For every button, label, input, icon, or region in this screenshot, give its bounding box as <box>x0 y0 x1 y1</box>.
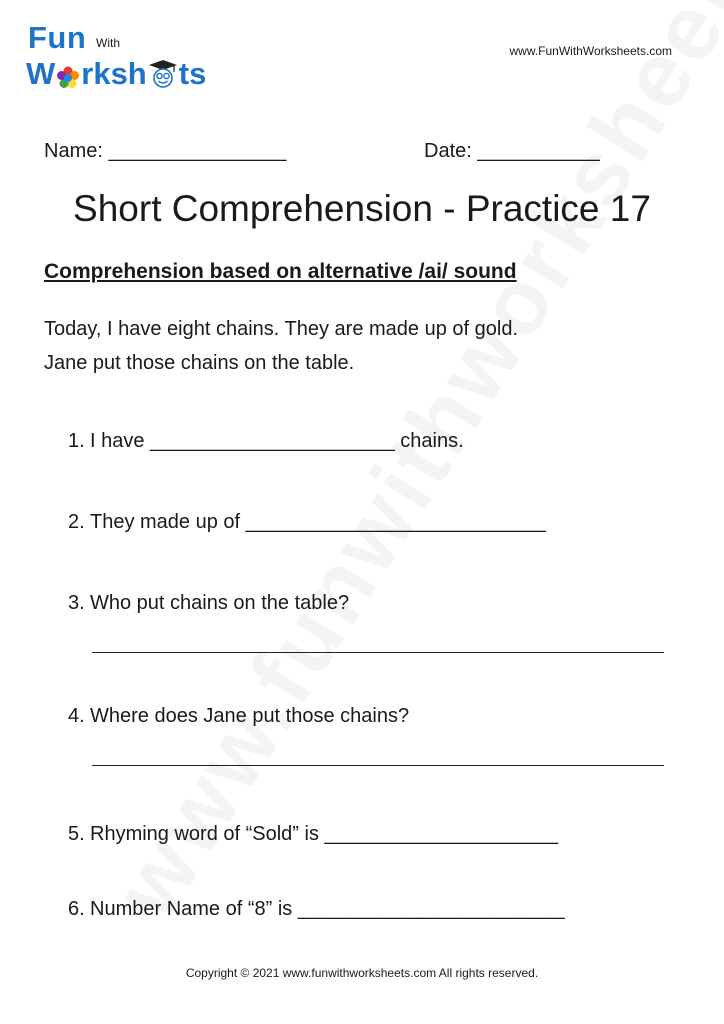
page-title: Short Comprehension - Practice 17 <box>73 188 651 229</box>
question-number: 5. <box>68 823 85 845</box>
passage-line: Today, I have eight chains. They are made up of gold. <box>44 318 519 340</box>
date-field: Date: ___________ <box>424 140 600 162</box>
question-number: 3. <box>68 592 85 614</box>
question-text: Number Name of “8” is ________________________ <box>90 898 565 920</box>
header-website: www.FunWithWorksheets.com <box>509 44 672 58</box>
question-5 <box>68 823 558 846</box>
question-2 <box>68 511 546 534</box>
question-4 <box>68 705 409 728</box>
graduate-face-icon <box>148 59 178 89</box>
question-1 <box>68 430 464 453</box>
flower-icon <box>56 62 80 86</box>
passage <box>44 312 684 380</box>
logo-letter-w: W <box>26 56 56 91</box>
question-text: Where does Jane put those chains? <box>90 705 410 727</box>
passage-line: Jane put those chains on the table. <box>44 352 355 374</box>
logo <box>24 18 234 98</box>
question-3 <box>68 592 349 615</box>
question-text: Who put chains on the table? <box>90 592 350 614</box>
logo-fun: Fun <box>28 20 87 55</box>
logo-letters-rksh: rksh <box>81 56 147 91</box>
answer-line <box>92 765 664 766</box>
question-number: 4. <box>68 705 85 727</box>
question-number: 2. <box>68 511 85 533</box>
question-text: I have ______________________ chains. <box>90 430 464 452</box>
logo-letters-ts: ts <box>178 56 207 91</box>
question-text: Rhyming word of “Sold” is _____________________ <box>90 823 559 845</box>
footer-copyright: Copyright © 2021 www.funwithworksheets.com All rights reserved. <box>185 966 539 980</box>
question-number: 1. <box>68 430 85 452</box>
question-text: They made up of ___________________________ <box>90 511 546 533</box>
answer-line <box>92 652 664 653</box>
question-6 <box>68 898 565 921</box>
section-subtitle: Comprehension based on alternative /ai/ sound <box>44 260 517 283</box>
name-field: Name: ________________ <box>44 140 287 162</box>
logo-with: With <box>96 36 120 50</box>
logo-worksheets <box>26 56 206 92</box>
question-number: 6. <box>68 898 85 920</box>
